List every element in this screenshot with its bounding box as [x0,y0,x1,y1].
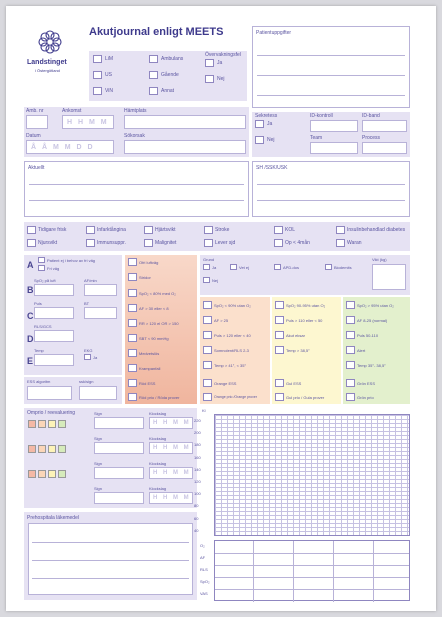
green-checkbox[interactable] [346,331,355,339]
conditions-section [24,222,410,251]
red-checkbox[interactable] [128,304,137,312]
vital-label-spo2: SpO₂ [200,579,210,584]
prehosp-section [24,512,197,600]
klockslag-label: Klockslag [149,486,167,491]
klockslag-placeholder: H H M M [153,495,191,501]
green-criterion: Puls 50-110 [357,333,379,338]
rls-field[interactable] [34,330,74,342]
green-criterion: Grön prio [357,395,374,400]
overvakning-ja-label: Ja [217,60,223,66]
id-band-field[interactable] [362,120,407,132]
overvakning-nej-label: Nej [217,76,225,82]
red-checkbox[interactable] [128,319,137,327]
red-criterion: SBT < 90 mmHg [139,336,169,341]
team-label: Team [310,135,323,141]
green-checkbox[interactable] [346,301,355,309]
orange-criterion: Orange prio /Orange prover [214,395,257,399]
klockslag-label: Klockslag [149,461,167,466]
red-criterion: SpO₂ < 80% med O₂ [139,291,176,296]
chart-y-tick: 180 [194,442,201,448]
abcde-section [24,255,122,375]
ess-field[interactable] [27,386,72,400]
green-checkbox[interactable] [346,346,355,354]
orange-checkbox[interactable] [203,301,212,309]
prio-orange-box[interactable] [38,445,46,453]
red-criterion: AF > 30 eller < 8 [139,306,169,311]
logo-subtitle: i Östergötland [35,68,60,73]
fri-vag-checkbox[interactable] [38,265,45,271]
bt-label: BT [84,301,90,306]
green-checkbox[interactable] [346,316,355,324]
yellow-criterion: Temp > 38,5° [286,348,310,353]
prio-green-box[interactable] [58,420,66,428]
us-label: US [105,72,112,78]
row-e-label: E [27,356,34,366]
green-criterion: Alert [357,348,366,353]
prio-yellow-box[interactable] [48,470,56,478]
vital-label-rls: RLS [200,567,208,572]
sign-field[interactable] [94,467,144,479]
red-checkbox[interactable] [128,364,137,372]
condition-checkbox[interactable] [144,226,153,234]
annat-checkbox[interactable] [149,87,158,95]
datum-label: Datum [26,133,41,139]
ssk-sign-field[interactable] [79,386,117,400]
green-checkbox[interactable] [346,379,355,387]
yellow-checkbox[interactable] [275,393,284,401]
condition-label: Op < 4mån [285,240,310,246]
vitals-table[interactable] [214,540,410,601]
condition-checkbox[interactable] [336,239,345,247]
process-label: Process [362,135,381,141]
green-criterion: Grön ESS [357,381,376,386]
a-text: Patient ej i behov av fri väg [47,258,96,263]
lim-checkbox[interactable] [93,55,102,63]
lim-label: LiM [105,56,114,62]
vital-label-vas: VAS [200,591,208,596]
grund-nej-checkbox[interactable] [203,277,210,283]
id-kontroll-label: ID-kontroll [310,113,333,119]
spo2-label: SpO₂ på luft [34,278,56,283]
orange-checkbox[interactable] [203,346,212,354]
chart-y-tick: 40 [194,527,199,533]
prio-orange-box[interactable] [38,420,46,428]
condition-label: Tidigare frisk [38,227,67,233]
klockslag-placeholder: H H M M [153,470,191,476]
chart-y-tick: 220 [194,418,201,423]
process-field[interactable] [362,142,407,154]
green-checkbox[interactable] [346,393,355,401]
red-column [125,255,197,404]
ess-label: ESS algoritm [27,379,51,384]
condition-label: Stroke [215,227,230,233]
klockslag-field[interactable] [149,467,193,479]
puls-label: Puls [34,301,42,306]
condition-checkbox[interactable] [86,239,95,247]
omprio-section [24,408,197,508]
prio-orange-box[interactable] [38,470,46,478]
prio-yellow-box[interactable] [48,420,56,428]
gaende-checkbox[interactable] [149,71,158,79]
red-checkbox[interactable] [128,393,137,401]
green-criterion: AF 8-25 (normal) [357,318,388,323]
ambulans-label: Ambulans [161,56,184,62]
green-column [343,297,410,404]
prehosp-field[interactable] [28,523,193,595]
yellow-criterion: Gul prio / Gula prover [286,395,325,400]
green-criterion: SpO₂ > 95% utan O₂ [357,303,394,308]
orange-column [200,297,270,404]
chart-y-tick: 160 [194,454,201,460]
row-a-label: A [27,260,34,270]
sekretess-nej-label: Nej [267,137,275,143]
prio-red-box[interactable] [28,445,36,453]
id-kontroll-field[interactable] [310,120,358,132]
gaende-label: Gående [161,72,179,78]
vikt-field[interactable] [372,264,406,290]
id-band-label: ID-band [362,113,380,119]
red-checkbox[interactable] [128,349,137,357]
yellow-criterion: SpO₂ 90-95% utan O₂ [286,303,326,308]
sign-field[interactable] [94,492,144,504]
grund-ja-label: Ja [212,265,217,270]
sign-label: Sign [94,411,103,416]
datum-field[interactable] [26,140,114,154]
sokorsak-label: Sökorsak [124,133,145,139]
condition-checkbox[interactable] [144,239,153,247]
ankomst-field[interactable] [62,115,114,129]
apd-checkbox[interactable] [274,264,281,270]
prio-green-box[interactable] [58,445,66,453]
condition-checkbox[interactable] [336,226,345,234]
chart-y-tick: 60 [194,515,199,521]
orange-criterion: Orange ESS [214,381,237,386]
ankomst-label: Ankomst [62,108,82,114]
temp-field[interactable] [34,354,74,366]
klockslag-label: Klockslag [149,436,167,441]
condition-label: Insulinbehandlad diabetes [347,227,406,233]
condition-checkbox[interactable] [86,226,95,234]
red-criterion: Stridor [139,275,151,280]
orange-checkbox[interactable] [203,379,212,387]
orange-checkbox[interactable] [203,361,212,369]
yellow-checkbox[interactable] [275,331,284,339]
chart-kl-label: Kl [202,408,206,413]
sokorsak-field[interactable] [124,140,246,154]
yellow-column [272,297,341,404]
condition-checkbox[interactable] [204,226,213,234]
prio-yellow-box[interactable] [48,445,56,453]
condition-checkbox[interactable] [274,239,283,247]
orange-criterion: SpO₂ < 90% utan O₂ [214,303,251,308]
a-text2: Fri väg [47,266,60,271]
prehosp-label: Prehospitala läkemedel [27,515,79,521]
sign-field[interactable] [94,442,144,454]
sign-label: Sign [94,461,103,466]
ekg-ja-label: Ja [93,355,98,360]
bt-field[interactable] [84,307,117,319]
red-criterion: Medvetslös [139,351,160,356]
amb-nr-label: Amb. nr [26,108,44,114]
red-criterion: Krampanfall [139,366,161,371]
condition-label: Malignitet [155,240,177,246]
red-criterion: RR > 120 el OR > 150 [139,321,179,326]
ess-section [24,377,122,404]
landstinget-logo-icon [36,28,64,56]
klockslag-field[interactable] [149,417,193,429]
condition-label: Waran [347,240,362,246]
row-c-label: C [27,311,34,321]
ankomst-placeholder: H H M M [67,119,109,126]
prio-red-box[interactable] [28,420,36,428]
overvakning-ja-checkbox[interactable] [205,59,214,67]
green-checkbox[interactable] [346,361,355,369]
orange-checkbox[interactable] [203,331,212,339]
ambulans-checkbox[interactable] [149,55,158,63]
grund-section [200,255,410,295]
hamtplats-label: Hämtplats [124,108,147,114]
yellow-criterion: Gul ESS [286,381,302,386]
condition-checkbox[interactable] [274,226,283,234]
amb-nr-field[interactable] [26,115,48,129]
klockslag-label: Klockslag [149,411,167,416]
rls-label: RLS/GCS [34,324,52,329]
prio-green-box[interactable] [58,470,66,478]
vital-label-af: AF [200,555,206,560]
sekretess-ja-checkbox[interactable] [255,120,264,128]
condition-checkbox[interactable] [27,226,36,234]
overvakning-nej-checkbox[interactable] [205,75,214,83]
yellow-checkbox[interactable] [275,316,284,324]
yellow-criterion: Akut eksar [286,333,305,338]
orange-checkbox[interactable] [203,316,212,324]
id-section [252,112,410,157]
sign-label: Sign [94,486,103,491]
arrival-section [89,51,247,101]
klockslag-field[interactable] [149,492,193,504]
vin-checkbox[interactable] [93,87,102,95]
sekretess-nej-checkbox[interactable] [255,136,264,144]
klockslag-placeholder: H H M M [153,420,191,426]
grund-vet-ej-checkbox[interactable] [230,264,237,270]
grund-vet-ej-label: Vet ej [239,265,250,270]
chart-y-tick: 120 [194,479,201,484]
journal-form [6,6,436,611]
red-checkbox[interactable] [128,334,137,342]
yellow-criterion: Puls > 110 eller < 50 [286,318,323,323]
ekg-checkbox[interactable] [84,354,91,360]
ssk-sign-label: ssk/sign [79,379,94,384]
biodemits-label: Biodemits [334,265,352,270]
sign-field[interactable] [94,417,144,429]
orange-criterion: Puls > 120 eller < 40 [214,333,251,338]
condition-label: KOL [285,227,296,233]
klockslag-field[interactable] [149,442,193,454]
chart-y-tick: 200 [194,430,201,436]
grund-ja-checkbox[interactable] [203,264,210,270]
green-criterion: Temp 35°- 38,5° [357,363,386,368]
sekretess-ja-label: Ja [267,121,273,127]
orange-checkbox[interactable] [203,393,212,401]
team-field[interactable] [310,142,358,154]
grund-nej-label: Nej [212,278,219,283]
page-title: Akutjournal enligt MEETS [89,26,224,38]
temp-label: Temp [34,348,44,353]
af-label: AF/min [84,278,97,283]
annat-label: Annat [161,88,175,94]
orange-criterion: Somnolent/RLS 2-3 [214,348,249,353]
sh-label: SH /SSK/USK [256,165,288,171]
af-field[interactable] [84,284,117,296]
row-b-label: B [27,285,34,295]
biodemits-checkbox[interactable] [325,264,332,270]
prio-red-box[interactable] [28,470,36,478]
aktuellt-label: Aktuellt [28,165,45,171]
row-d-label: D [27,334,34,344]
condition-checkbox[interactable] [27,239,36,247]
orange-criterion: Temp > 41°, < 35° [214,363,247,368]
patient-info-label: Patientuppgifter [256,30,292,36]
aktuellt-box[interactable] [24,161,249,217]
condition-label: Lever sjd [215,240,236,246]
yellow-checkbox[interactable] [275,301,284,309]
us-checkbox[interactable] [93,71,102,79]
logo-name: Landstinget [27,59,67,66]
hamtplats-field[interactable] [124,115,246,129]
grund-label: Grund [203,257,215,262]
klockslag-placeholder: H H M M [153,445,191,451]
red-checkbox[interactable] [128,289,137,297]
condition-label: Infarktångina [97,227,126,233]
patient-info-box[interactable] [252,26,410,108]
vin-label: ViN [105,88,113,94]
red-criterion: Röd ESS [139,381,156,386]
condition-label: Njursvikt [38,240,58,246]
yellow-checkbox[interactable] [275,379,284,387]
ekg-label: EKG [84,348,93,353]
fri-vag-behov-checkbox[interactable] [38,257,45,263]
yellow-checkbox[interactable] [275,346,284,354]
sh-box[interactable] [252,161,410,217]
datum-placeholder: Å Å M M D D [31,144,95,151]
red-checkbox[interactable] [128,273,137,281]
orange-criterion: AF > 25 [214,318,229,323]
condition-label: Immunsuppr. [97,240,126,246]
puls-field[interactable] [34,307,74,319]
red-checkbox[interactable] [128,258,137,266]
condition-label: Hjärtsvikt [155,227,176,233]
chart-y-tick: 100 [194,491,201,497]
vitals-chart-grid[interactable] [214,414,410,536]
transport-section [24,107,249,157]
condition-checkbox[interactable] [204,239,213,247]
red-criterion: Ofri luftväg [139,260,159,265]
chart-y-tick: 140 [194,466,201,472]
spo2-field[interactable] [34,284,74,296]
red-checkbox[interactable] [128,379,137,387]
apd-label: APD-dos [283,265,300,270]
vikt-label: Vikt (kg) [372,257,387,262]
omprio-title: Omprio / reevaluering [27,410,76,416]
vital-label-o2: O₂ [200,543,205,548]
chart-y-tick: 80 [194,503,199,509]
red-criterion: Röd prio / Röda prover [139,395,180,400]
sign-label: Sign [94,436,103,441]
overvakning-label: Övervakningsfel [205,52,241,58]
sekretess-label: Sekretess [255,113,278,119]
